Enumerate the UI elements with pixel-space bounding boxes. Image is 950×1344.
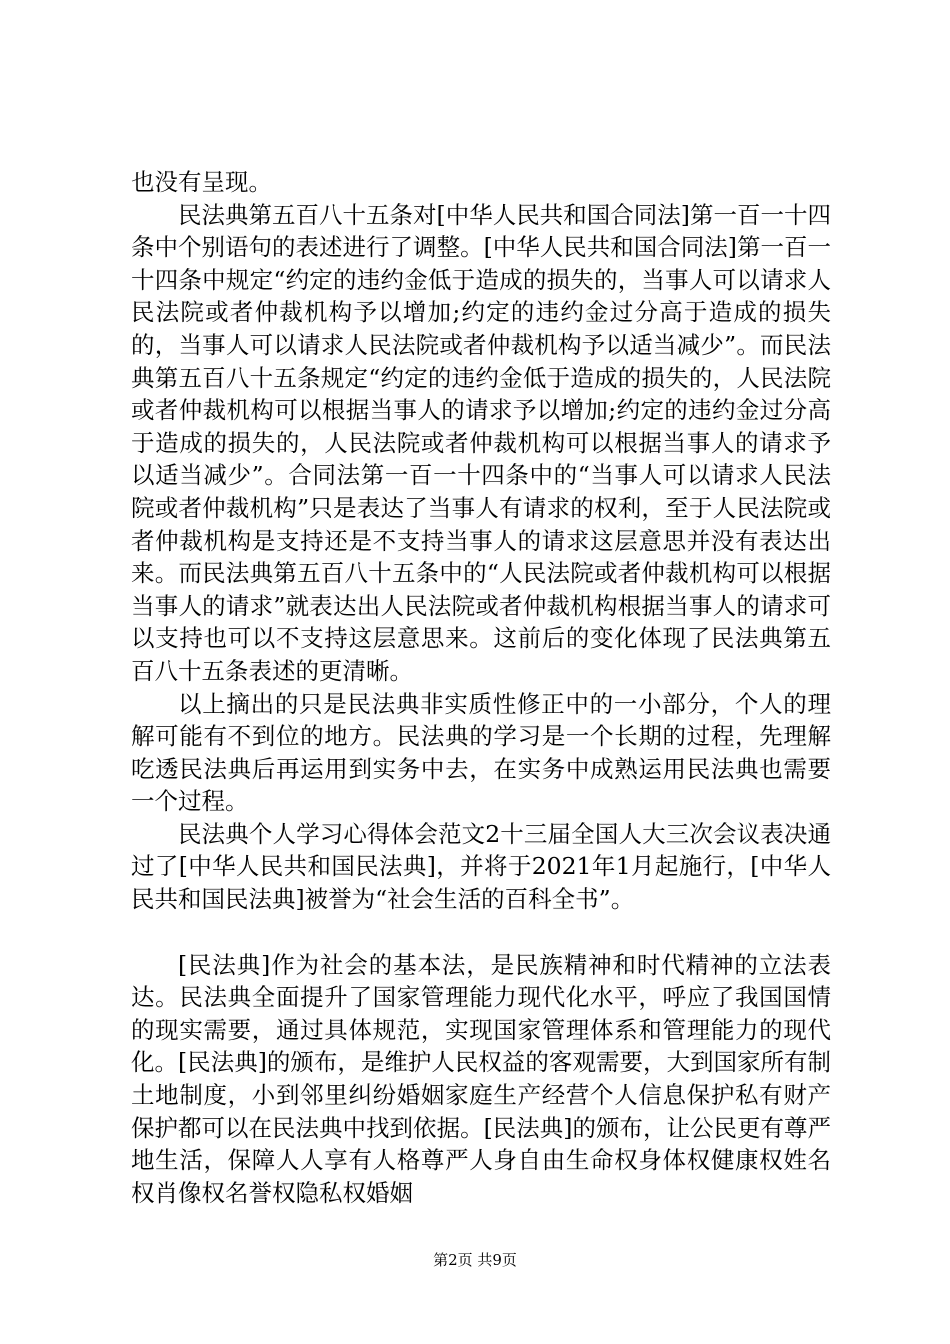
paragraph-continuation: 也没有呈现。 — [131, 168, 272, 196]
paragraph-article-585: 民法典第五百八十五条对[中华人民共和国合同法]第一百一十四条中个别语句的表述进行了调整。[中华人民共和国合同法]第一百一十四条中规定“约定的违约金低于造成的损失的，当事人可以请求人民法院或者仲裁机构予以增加;约定的违约金过分高于造成的损失的，当事人可以请求人民法院或者仲裁机构予以适当减少”。而民法典第五百八十五条规定“约定的违约金低于造成的损失的，人民法院或者仲裁机构可以根据当事人的请求予以增加;约定的违约金过分高于造成的损失的，人民法院或者仲裁机构可以根据当事人的请求予以适当减少”。合同法第一百一十四条中的“当事人可以请求人民法院或者仲裁机构”只是表达了当事人有请求的权利，至于人民法院或者仲裁机构是支持还是不支持当事人的请求这层意思并没有表达出来。而民法典第五百八十五条中的“人民法院或者仲裁机构可以根据当事人的请求”就表达出人民法院或者仲裁机构根据当事人的请求可以支持也可以不支持这层意思来。这前后的变化体现了民法典第五百八十五条表述的更清晰。 — [131, 200, 831, 685]
document-body — [131, 166, 831, 1209]
paragraph-gap — [131, 916, 831, 949]
paragraph-basic-law: [民法典]作为社会的基本法，是民族精神和时代精神的立法表达。民法典全面提升了国家管理能力现代化水平，呼应了我国国情的现实需要，通过具体规范，实现国家管理体系和管理能力的现代化。[民法典]的颁布，是维护人民权益的客观需要，大到国家所有制土地制度，小到邻里纠纷婚姻家庭生产经营个人信息保护私有财产保护都可以在民法典中找到依据。[民法典]的颁布，让公民更有尊严地生活，保障人人享有人格尊严人身自由生命权身体权健康权姓名权肖像权名誉权隐私权婚姻 — [131, 950, 831, 1207]
paragraph-essay-2-intro: 民法典个人学习心得体会范文2十三届全国人大三次会议表决通过了[中华人民共和国民法典]，并将于2021年1月起施行，[中华人民共和国民法典]被誉为“社会生活的百科全书”。 — [131, 819, 831, 914]
paragraph-summary: 以上摘出的只是民法典非实质性修正中的一小部分，个人的理解可能有不到位的地方。民法典的学习是一个长期的过程，先理解吃透民法典后再运用到实务中去，在实务中成熟运用民法典也需要一个过程。 — [131, 689, 831, 816]
page-footer: 第2页 共9页 — [433, 1251, 517, 1269]
